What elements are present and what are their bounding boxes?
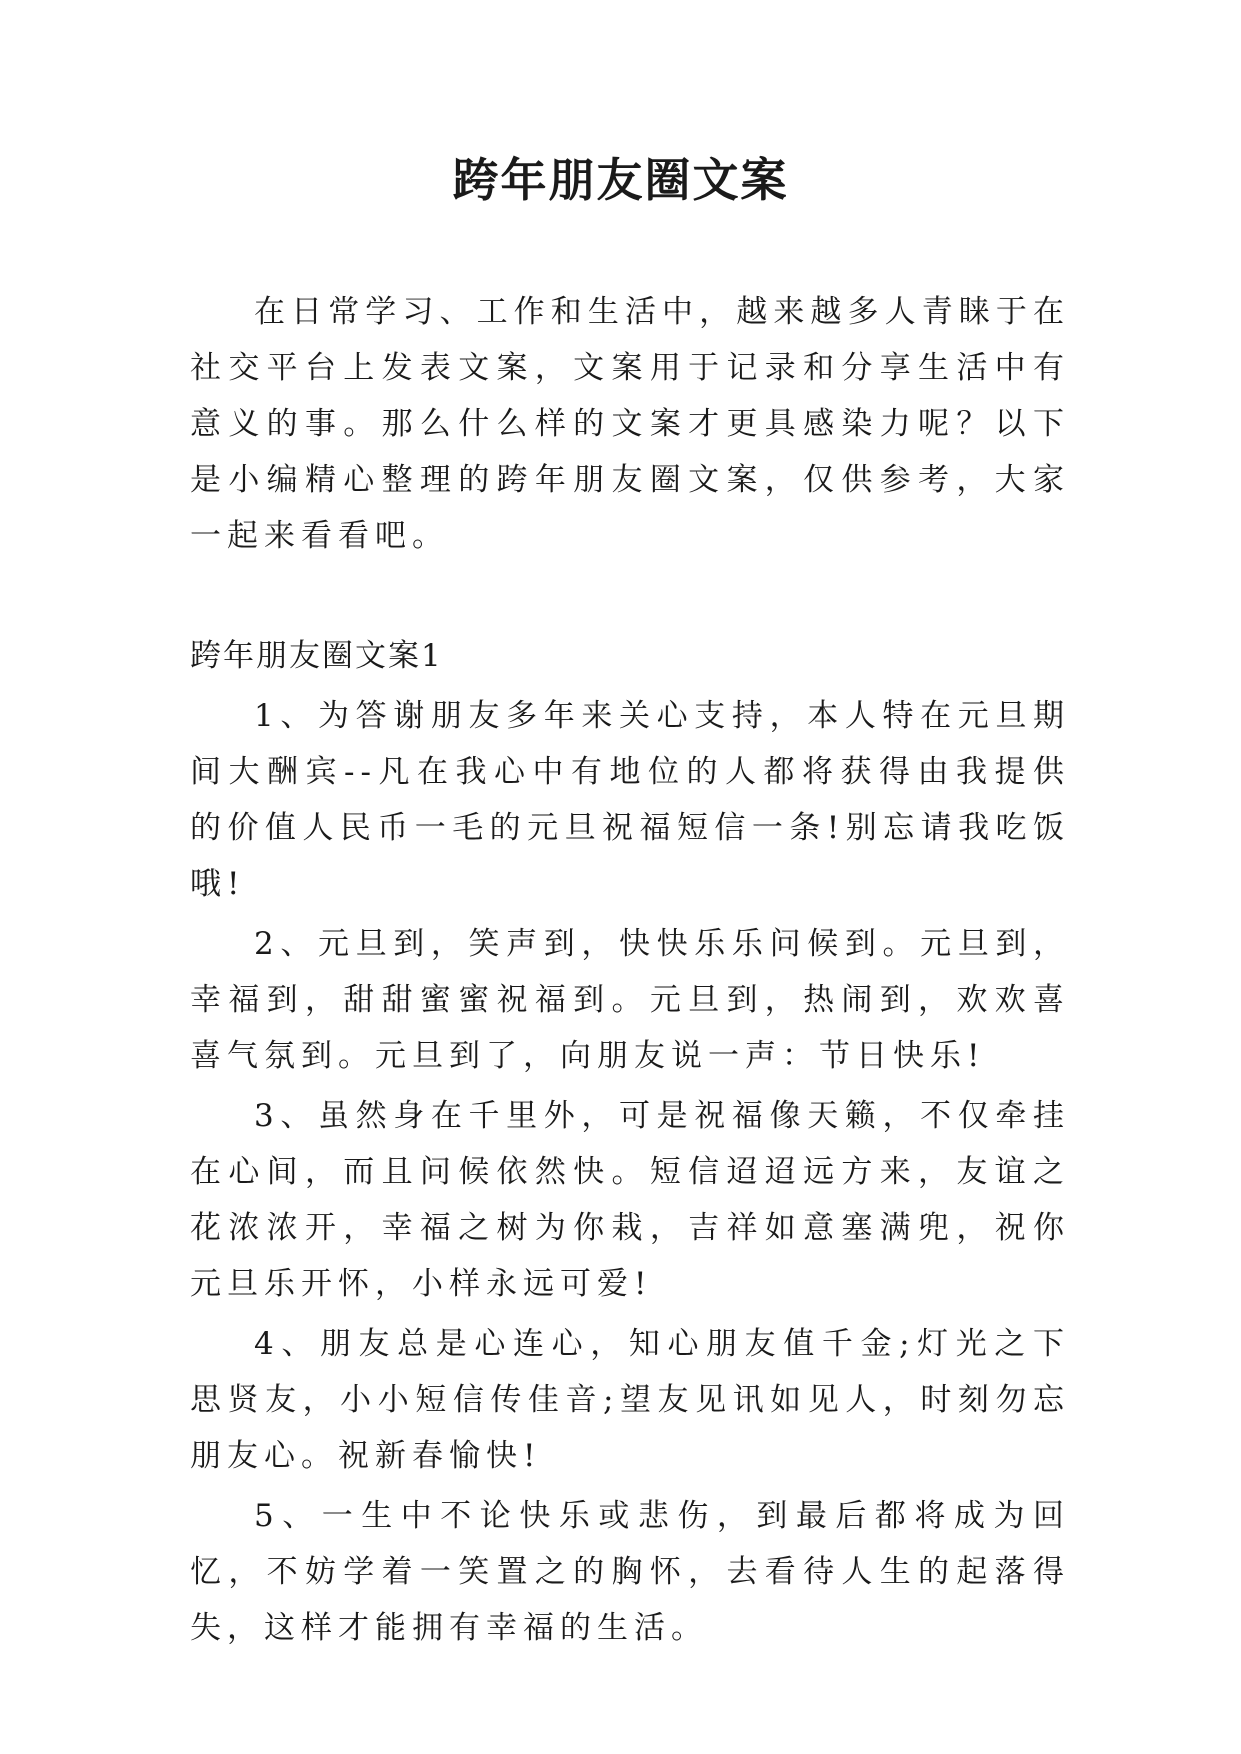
list-item: 5、一生中不论快乐或悲伤，到最后都将成为回忆，不妨学着一笑置之的胸怀，去看待人生的起落得失，这样才能拥有幸福的生活。 [190, 1498, 1070, 1646]
list-item: 2、元旦到，笑声到，快快乐乐问候到。元旦到，幸福到，甜甜蜜蜜祝福到。元旦到，热闹到，欢欢喜喜气氛到。元旦到了，向朋友说一声：节日快乐! [190, 926, 1070, 1074]
list-item: 4、朋友总是心连心，知心朋友值千金;灯光之下思贤友，小小短信传佳音;望友见讯如见人，时刻勿忘朋友心。祝新春愉快! [190, 1326, 1070, 1474]
document-body [190, 284, 1070, 1656]
section-heading: 跨年朋友圈文案1 [190, 638, 443, 674]
intro-paragraph: 在日常学习、工作和生活中，越来越多人青睐于在社交平台上发表文案，文案用于记录和分享生活中有意义的事。那么什么样的文案才更具感染力呢？以下是小编精心整理的跨年朋友圈文案，仅供参考，大家一起来看看吧。 [190, 294, 1070, 554]
list-item: 3、虽然身在千里外，可是祝福像天籁，不仅牵挂在心间，而且问候依然快。短信迢迢远方来，友谊之花浓浓开，幸福之树为你栽，吉祥如意塞满兜，祝你元旦乐开怀，小样永远可爱! [190, 1098, 1070, 1302]
page-title: 跨年朋友圈文案 [452, 153, 789, 207]
list-item: 1、为答谢朋友多年来关心支持，本人特在元旦期间大酬宾--凡在我心中有地位的人都将获得由我提供的价值人民币一毛的元旦祝福短信一条!别忘请我吃饭哦! [190, 698, 1070, 902]
